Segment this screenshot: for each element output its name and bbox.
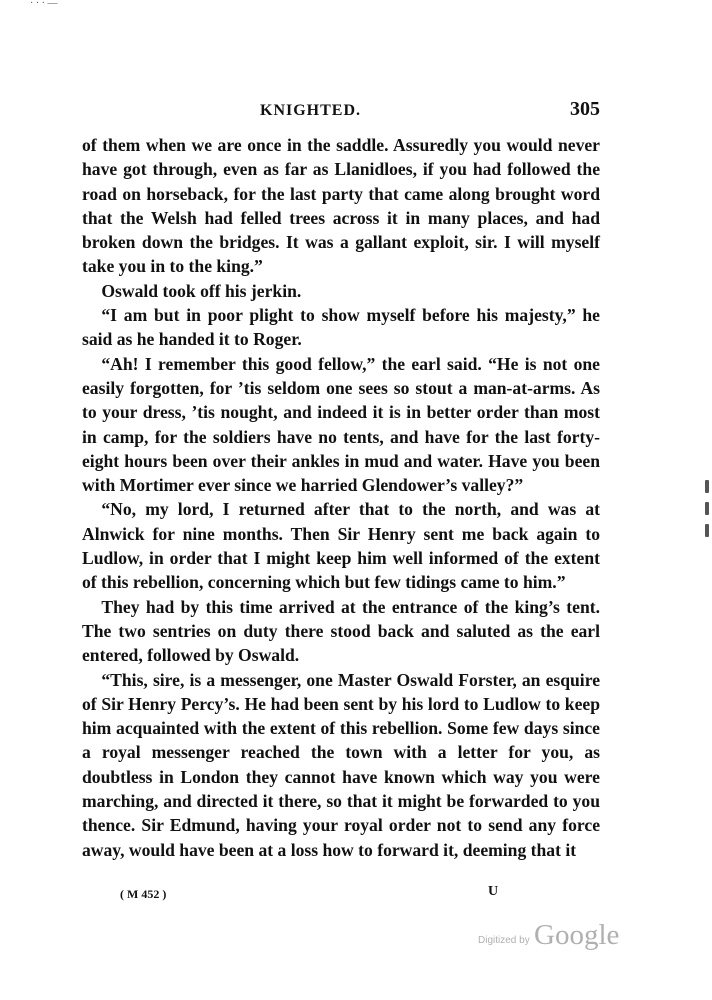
running-header (82, 98, 600, 128)
signature-letter: U (488, 884, 499, 899)
paragraph: of them when we are once in the saddle. Assuredly you would never have got through, even as far as Llanidloes, if you had followed the road on horseback, for the last party that came along brought word that the Welsh had felled trees across it in many places, and had broken down the bridges. It was a gallant exploit, sir. I will myself take you in to the king.” (82, 135, 600, 277)
google-logo: Google (534, 919, 620, 951)
page-number: 305 (570, 98, 600, 120)
signature-mark: ( M 452 ) (120, 887, 167, 901)
paragraph: Oswald took off his jerkin. (101, 280, 302, 301)
page-footer (120, 884, 540, 908)
scan-edge-marks (702, 480, 712, 560)
google-watermark (478, 919, 618, 959)
paragraph: “I am but in poor plight to show myself before his majesty,” he said as he handed it to Roger. (82, 305, 600, 350)
digitized-by-text: Digitized by (478, 935, 530, 946)
paragraph: “Ah! I remember this good fellow,” the earl said. “He is not one easily forgotten, for ’tis seldom one sees so stout a man-at-arms. As to your dress, ’tis nought, and indeed it is in better order than most in camp, for the soldiers have no tents, and have for the last forty-eight hours been over their ankles in mud and water. Have you been with Mortimer ever since we harried Glendower’s valley?” (82, 353, 600, 496)
paragraph: “This, sire, is a messenger, one Master Oswald Forster, an esquire of Sir Henry Percy’s. He had been sent by his lord to Ludlow to keep him acquainted with the extent of this rebellion. Some few days since a royal messenger reached the town with a letter for you, as doubtless in London they cannot have known which way you were marching, and directed it there, so that it might be forwarded to you thence. Sir Edmund, having your royal order not to send any force away, would have been at a loss how to forward it, deeming that it (82, 669, 600, 860)
paragraph: They had by this time arrived at the entrance of the king’s tent. The two sentries on duty there stood back and saluted as the earl entered, followed by Oswald. (82, 596, 600, 666)
scan-edge-mark (705, 480, 709, 493)
top-edge-mark: · · · — (30, 0, 58, 8)
running-title: KNIGHTED. (260, 102, 362, 119)
paragraph: “No, my lord, I returned after that to the north, and was at Alnwick for nine months. Then Sir Henry sent me back again to Ludlow, in order that I might keep him well informed of the extent of this rebellion, concerning which but few tidings came to him.” (82, 499, 600, 593)
scan-edge-mark (705, 502, 709, 515)
body-text (82, 133, 600, 862)
scan-edge-mark (705, 524, 709, 537)
